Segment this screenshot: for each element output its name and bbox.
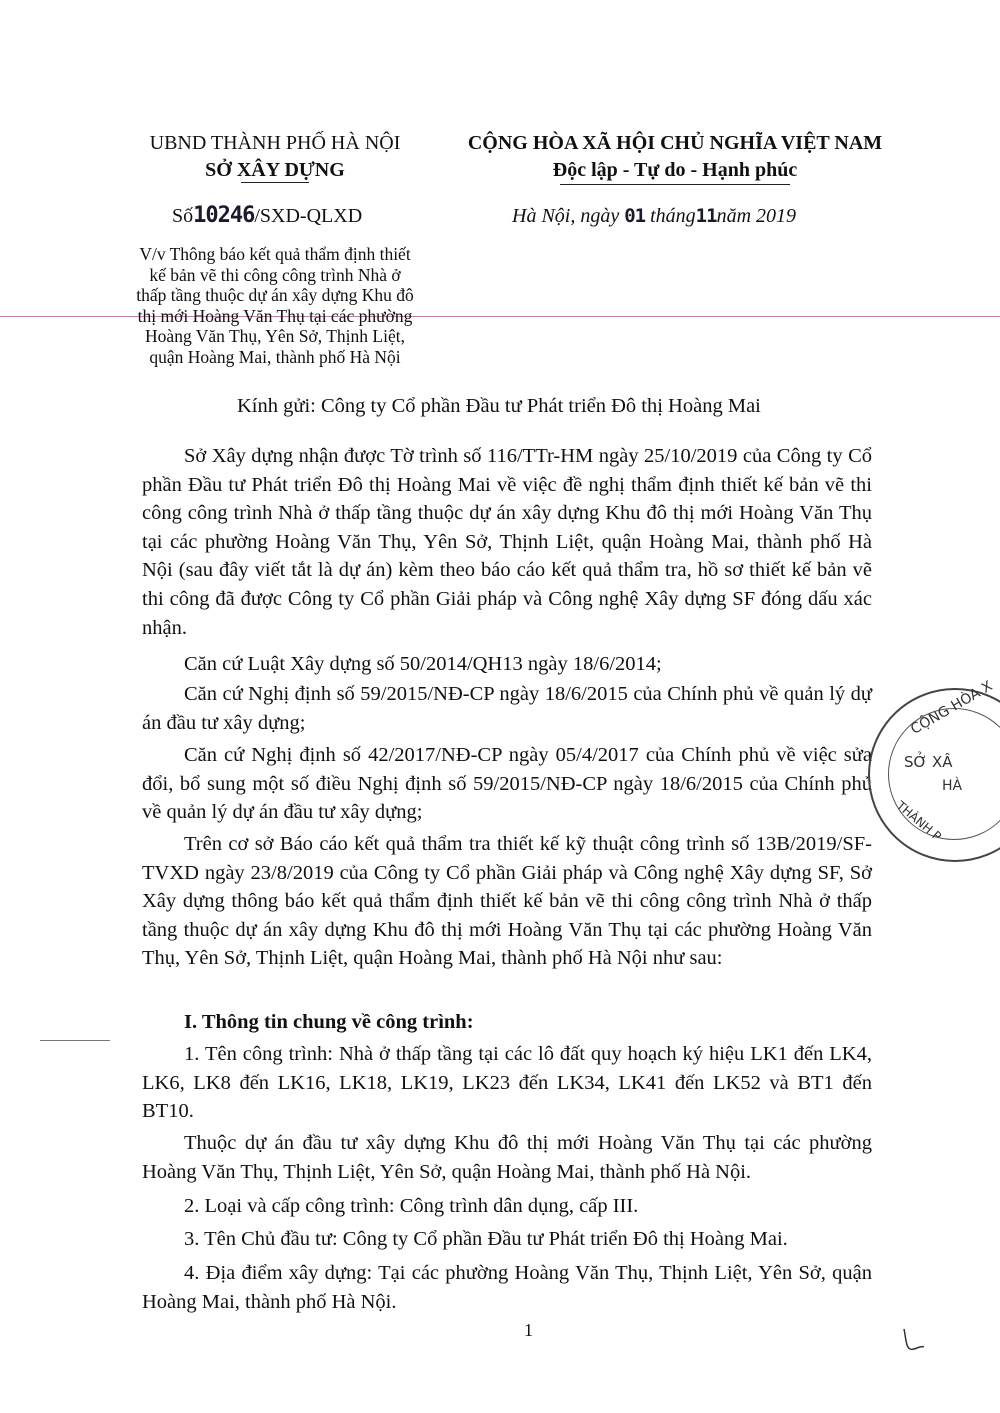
issuer-org: UBND THÀNH PHỐ HÀ NỘI [149, 132, 401, 154]
section-item-project-name: 1. Tên công trình: Nhà ở thấp tầng tại các lô đất quy hoạch ký hiệu LK1 đến LK4, LK6, LK8 đến LK16, LK18, LK19, LK23 đến LK34, LK41 đến LK52 và BT1 đến BT10. [142, 1043, 872, 1123]
subject-line: kế bản vẽ thi công công trình Nhà ở [149, 264, 401, 285]
section-heading: I. Thông tin chung về công trình: [184, 1011, 474, 1033]
subject-line: Hoàng Văn Thụ, Yên Sở, Thịnh Liệt, [145, 326, 405, 346]
section-item-project-scope: Thuộc dự án đầu tư xây dựng Khu đô thị mới Hoàng Văn Thụ tại các phường Hoàng Văn Thụ, Thịnh Liệt, Yên Sở, quận Hoàng Mai, thành phố Hà Nội. [142, 1132, 872, 1183]
motto-underline [560, 184, 790, 185]
nation-block [440, 130, 910, 185]
subject-line: thấp tầng thuộc dự án xây dựng Khu đô [136, 285, 414, 305]
document-date [512, 205, 796, 228]
date-prefix: Hà Nội, ngày [512, 205, 620, 227]
issuer-block [140, 130, 410, 183]
issuer-dept: SỞ XÂY DỰNG [205, 159, 345, 181]
stamp-text-mid: SỞ XÂ [904, 753, 953, 771]
date-year: năm 2019 [716, 205, 797, 227]
initial-mark-icon [898, 1325, 938, 1355]
stamp-text-bottom: THÀNH P [893, 798, 944, 844]
legal-basis-decree-59: Căn cứ Nghị định số 59/2015/NĐ-CP ngày 18/6/2015 của Chính phủ về quản lý dự án đầu tư xây dựng; [142, 683, 872, 734]
section-item-investor: 3. Tên Chủ đầu tư: Công ty Cổ phần Đầu tư Phát triển Đô thị Hoàng Mai. [184, 1228, 788, 1250]
page-number: 1 [524, 1320, 533, 1340]
subject-block [115, 244, 435, 367]
date-day-handwritten: 01 [624, 205, 646, 227]
subject-line: thị mới Hoàng Văn Thụ tại các phường [137, 305, 413, 326]
doc-number-suffix: /SXD-QLXD [254, 205, 363, 227]
stamp-inner-ring [888, 708, 1000, 840]
section-item-location: 4. Địa điểm xây dựng: Tại các phường Hoàng Văn Thụ, Thịnh Liệt, Yên Sở, quận Hoàng Mai, thành phố Hà Nội. [142, 1262, 872, 1313]
scan-artifact-dash [40, 1040, 110, 1041]
subject-line: V/v Thông báo kết quả thẩm định thiết [139, 244, 411, 264]
legal-basis-decree-42: Căn cứ Nghị định số 42/2017/NĐ-CP ngày 05/4/2017 của Chính phủ về việc sửa đổi, bổ sung một số điều Nghị định số 59/2015/NĐ-CP ngày 18/6/2015 của Chính phủ về quản lý dự án đầu tư xây dựng; [142, 744, 872, 824]
official-stamp-icon [868, 678, 1000, 862]
stamp-text-top: CỘNG HÒA X [908, 678, 996, 738]
nation-motto: Độc lập - Tự do - Hạnh phúc [552, 159, 798, 181]
date-month-handwritten: 11 [695, 205, 717, 227]
body-paragraph-request: Sở Xây dựng nhận được Tờ trình số 116/TTr-HM ngày 25/10/2019 của Công ty Cổ phần Đầu tư Phát triển Đô thị Hoàng Mai về việc đề nghị thẩm định thiết kế bản vẽ thi công công trình Nhà ở thấp tầng thuộc dự án xây dựng Khu đô thị mới Hoàng Văn Thụ tại các phường Hoàng Văn Thụ, Yên Sở, Thịnh Liệt, quận Hoàng Mai, thành phố Hà Nội (sau đây viết tắt là dự án) kèm theo báo cáo kết quả thẩm tra, hồ sơ thiết kế bản vẽ thi công đã được Công ty Cổ phần Giải pháp và Công nghệ Xây dựng SF đóng dấu xác nhận. [142, 445, 872, 639]
document-number [172, 203, 362, 228]
subject-line: quận Hoàng Mai, thành phố Hà Nội [149, 346, 401, 367]
date-month-label: tháng [650, 205, 696, 227]
stamp-text-mid2: HÀ [942, 778, 963, 794]
recipient: Kính gửi: Công ty Cổ phần Đầu tư Phát triển Đô thị Hoàng Mai [237, 395, 761, 417]
legal-basis-law: Căn cứ Luật Xây dựng số 50/2014/QH13 ngày 18/6/2014; [184, 653, 662, 675]
doc-number-handwritten: 10246 [193, 203, 255, 228]
section-item-type: 2. Loại và cấp công trình: Công trình dân dụng, cấp III. [184, 1195, 639, 1217]
body-paragraph-basis: Trên cơ sở Báo cáo kết quả thẩm tra thiết kế kỹ thuật công trình số 13B/2019/SF-TVXD ngày 23/8/2019 của Công ty Cổ phần Giải pháp và Công nghệ Xây dựng SF, Sở Xây dựng thông báo kết quả thẩm định thiết kế bản vẽ thi công công trình Nhà ở thấp tầng thuộc dự án xây dựng Khu đô thị mới Hoàng Văn Thụ tại các phường Hoàng Văn Thụ, Yên Sở, Thịnh Liệt, quận Hoàng Mai, thành phố Hà Nội như sau: [142, 833, 872, 970]
nation-title: CỘNG HÒA XÃ HỘI CHỦ NGHĨA VIỆT NAM [467, 132, 883, 154]
doc-number-prefix: Số [172, 205, 194, 227]
